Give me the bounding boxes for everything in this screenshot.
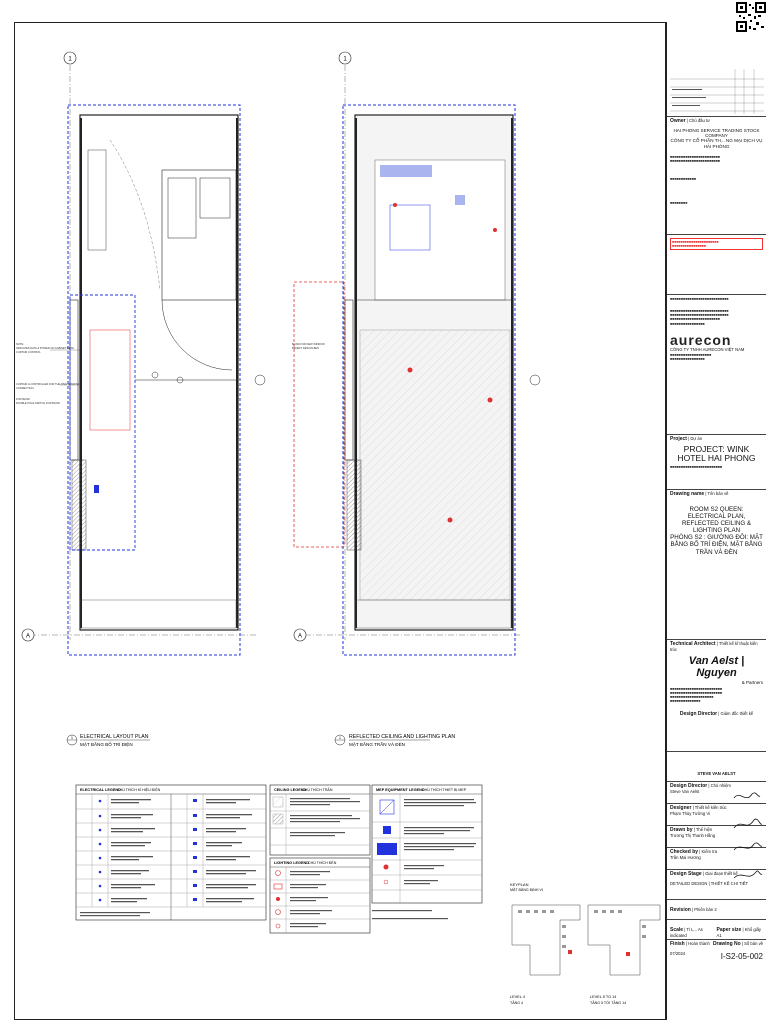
- van-aelst-logo: Van Aelst | Nguyen: [688, 654, 745, 680]
- svg-text:BENEFT DESIGN BEN: BENEFT DESIGN BEN: [292, 347, 319, 350]
- drawing-name-vn: PHÒNG S2 : GIƯỜNG ĐÔI: MẶT BẰNG BỐ TRÍ ĐIỆN, MẶT BẰNG TRẦN VÀ ĐÈN: [670, 534, 763, 556]
- svg-text:1: 1: [339, 736, 341, 740]
- svg-text:CHÚ THÍCH KÍ HIỆU ĐIỆN: CHÚ THÍCH KÍ HIỆU ĐIỆN: [117, 788, 161, 792]
- consultant-section: ■■■■■■■■■■■■■■■■■■■■■■■■■■■ ■■■■■■■■■■■■■■■■■■■■■■■■■■■ ■■■■■■■■■■■■■■■■■■■■■■■■■■■ ■■■■■■■■■■■■■■■■■■■■■■■ ■■■■■■■■■■■■■■■■ aurecon CÔNG TY TNHH AURECON VIỆT NAM ■■■■■■■■■■■■■■■■■■■ ■■■■■■■■■■■■■■■■: [667, 295, 766, 435]
- owner-name: HAI PHONG SERVICE TRADING STOCK COMPANY: [673, 127, 760, 139]
- svg-text:ELECTRICAL LEGEND: ELECTRICAL LEGEND: [80, 788, 121, 792]
- svg-text:TẦNG 5 TỚI TẦNG 14: TẦNG 5 TỚI TẦNG 14: [590, 1001, 627, 1005]
- svg-text:MEP EQUIPMENT LEGEND: MEP EQUIPMENT LEGEND: [376, 788, 425, 792]
- approval-stamp-section: [667, 235, 766, 295]
- grid-a-label-left: A: [25, 633, 31, 640]
- grid-1-label-left: 1: [68, 56, 72, 63]
- ceiling-plan-title: [335, 734, 455, 747]
- designer-row: Designer | Thiết kế kiến trúc Phạm Thùy Tường Vi: [667, 804, 766, 826]
- director-name: STEVE VAN AELST: [697, 771, 736, 776]
- electrical-plan-title-vn: MẶT BẰNG BỐ TRÍ ĐIỆN: [80, 742, 133, 747]
- revision-grid: [670, 24, 764, 114]
- svg-text:LEVEL 5 TO 14: LEVEL 5 TO 14: [590, 995, 617, 999]
- director-name-section: [667, 752, 766, 782]
- electrical-plan-title-en: ELECTRICAL LAYOUT PLAN: [80, 734, 149, 740]
- svg-text:MẶT BẰNG ĐỊNH VỊ: MẶT BẰNG ĐỊNH VỊ: [510, 888, 543, 892]
- svg-text:INDICATES DATA & POWER ON CABI: INDICATES DATA & POWER ON CABINET DESK: [16, 347, 75, 350]
- drawing-name-section: Drawing name | Tên bản vẽ ROOM S2 QUEEN: ELECTRICAL PLAN, REFLECTED CEILING & LIGHTING PLAN PHÒNG S2 : GIƯỜNG ĐÔI: MẶT BẰNG BỐ TRÍ ĐIỆN, MẶT BẰNG TRẦN VÀ ĐÈN: [667, 490, 766, 640]
- svg-text:DOUBLE POLE SWITCH FOR BLIND: DOUBLE POLE SWITCH FOR BLIND: [16, 402, 60, 405]
- svg-text:CHÚ THÍCH ĐÈN: CHÚ THÍCH ĐÈN: [308, 861, 337, 865]
- svg-text:LIGHTING LEGEND: LIGHTING LEGEND: [274, 861, 310, 865]
- scale-row: Scale | Tỉ L... As indicated Paper size | Khổ giấy A1: [667, 920, 766, 940]
- ceiling-plan: [292, 52, 540, 655]
- ceiling-legend: [270, 785, 370, 855]
- svg-text:KEYPLAN: KEYPLAN: [510, 882, 529, 887]
- svg-text:CHÚ THÍCH TRẦN: CHÚ THÍCH TRẦN: [302, 788, 333, 792]
- technical-architect-section: Technical Architect | Thiết kế kĩ thuật kiến trúc Van Aelst | Nguyen & Partners ■■■■■■■■■■■■■■■■■■■■■■■■ ■■■■■■■■■■■■■■■■■■■■■■■■ ■■■■■■■■■■■■■■■■■■■■ ■■■■■■■■■■■■■■ Design Director | Giám đốc thiết kế: [667, 640, 766, 752]
- owner-section: Owner | Chủ đầu tư HAI PHONG SERVICE TRADING STOCK COMPANY CÔNG TY CỔ PHẦN TH... NG MẠI DỊCH VỤ HẢI PHÒNG ■■■■■■■■■■■■■■■■■■■■■■■ ■■■■■■■■■■■■■■■■■■■■■■■ ■■■■■■■■■■■■ ■■■■■■■■: [667, 117, 766, 235]
- grid-1-label-right: 1: [343, 56, 347, 63]
- svg-text:BLIND FOR NEW WINDOW: BLIND FOR NEW WINDOW: [292, 343, 325, 346]
- svg-text:CHÚ THÍCH THIẾT BỊ MEP: CHÚ THÍCH THIẾT BỊ MEP: [422, 788, 467, 792]
- revision-table: [667, 22, 766, 117]
- design-stage-row: Design Stage | Giai đoạn thiết kế DETAILED DESIGN | THIẾT KẾ CHI TIẾT: [667, 870, 766, 900]
- keyplan: [510, 882, 660, 1005]
- checked-by-row: Checked by | Kiểm tra Trần Mai Hương: [667, 848, 766, 870]
- drawn-by-row: Drawn by | Thể hiện Trương Thị Thanh Hằng: [667, 826, 766, 848]
- ceiling-plan-title-en: REFLECTED CEILING AND LIGHTING PLAN: [349, 734, 456, 740]
- grid-a-label-right: A: [297, 633, 303, 640]
- svg-text:CEILING LEGEND: CEILING LEGEND: [274, 788, 307, 792]
- svg-text:CURTAIN CONTROL: CURTAIN CONTROL: [16, 351, 41, 354]
- ceiling-plan-title-vn: MẶT BẰNG TRẦN VÀ ĐÈN: [349, 742, 405, 747]
- svg-text:1: 1: [71, 736, 73, 740]
- svg-text:TẦNG 4: TẦNG 4: [510, 1001, 523, 1005]
- owner-name-vn: CÔNG TY CỔ PHẦN TH... NG MẠI DỊCH VỤ HẢI PHÒNG: [670, 138, 763, 149]
- project-name: PROJECT: WINK HOTEL HAI PHONG: [677, 443, 756, 464]
- svg-text:LEVEL 4: LEVEL 4: [510, 995, 525, 999]
- electrical-plan: [16, 52, 265, 655]
- signature-marks: [730, 788, 764, 898]
- design-director-row: Design Director | Chủ nhiệm Steve Van Aelst: [667, 782, 766, 804]
- svg-text:NOTE:: NOTE:: [16, 343, 24, 346]
- finish-row: Finish | Hoàn thành Drawing No | Số bản vẽ 07/2024 I-S2-05-002: [670, 941, 763, 961]
- svg-text:CURTAIN & CONTROLLER FOR THE D: CURTAIN & CONTROLLER FOR THE DIVE WINDOW: [16, 383, 80, 386]
- drawing-number: I-S2-05-002: [720, 951, 763, 961]
- electrical-legend: [76, 785, 266, 920]
- svg-text:FOR BLIND: FOR BLIND: [16, 398, 30, 401]
- approval-stamp: ■■■■■■■■■■■■■■■■■■■■■■ ■■■■■■■■■■■■■■■■: [670, 238, 763, 250]
- revision-row: Revision | Phiên bản 2: [667, 900, 766, 920]
- consultant-name: CÔNG TY TNHH AURECON VIỆT NAM: [670, 346, 745, 352]
- svg-text:CONNECTION: CONNECTION: [16, 387, 34, 390]
- project-section: Project | Dự án PROJECT: WINK HOTEL HAI PHONG ■■■■■■■■■■■■■■■■■■■■■■■■: [667, 435, 766, 490]
- drawing-name: ROOM S2 QUEEN: ELECTRICAL PLAN, REFLECTED CEILING & LIGHTING PLAN: [681, 505, 752, 535]
- mep-legend: [372, 785, 482, 919]
- aurecon-logo: aurecon: [670, 331, 732, 348]
- electrical-plan-title: [67, 734, 150, 747]
- lighting-legend: [270, 858, 370, 933]
